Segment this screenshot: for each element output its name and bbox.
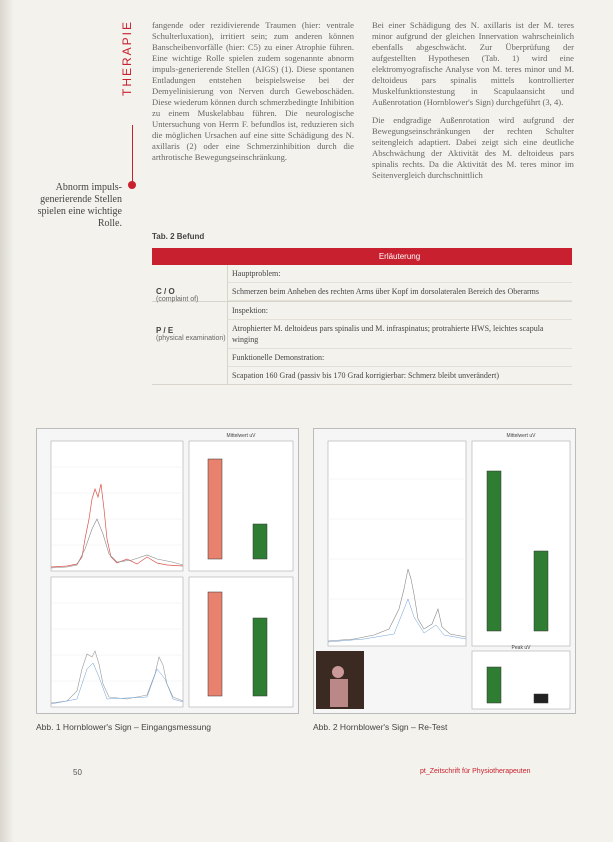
bar-panel-bottom: [189, 577, 293, 707]
table-caption: Tab. 2 Befund: [152, 232, 205, 241]
table-row: [152, 265, 572, 302]
pe-label: P / E: [156, 326, 174, 335]
paragraph: Die endgradige Außenrotation wird aufgrund der Bewegungseinschränkungen der rechten Schulter seitengleich adaptiert. Dabei zeigt sich eine deutliche Abschwächung der Aktivität des M. deltoideus pars spinalis rechts. Da die Aktivität des M. teres minor im Seitenvergleich durchschnittlich: [372, 115, 574, 180]
bar-3a: [487, 471, 501, 631]
co-label: C / O: [156, 287, 175, 296]
bar-1b: [253, 524, 267, 559]
figure-caption-1: Abb. 1 Hornblower's Sign – Eingangsmessung: [36, 722, 212, 732]
table-cell: Hauptproblem:: [227, 265, 572, 283]
bar-3b: [534, 551, 548, 631]
journal-name: pt_Zeitschrift für Physiotherapeuten: [420, 768, 531, 775]
sidenote: Abnorm impuls-generierende Stellen spielen eine wichtige Rolle.: [37, 182, 122, 229]
table-cell: Schmerzen beim Anheben des rechten Arms über Kopf im dorsolateralen Bereich des Oberarms: [227, 283, 572, 301]
row-label: [156, 287, 198, 303]
figure-emg-1: [36, 428, 299, 714]
bar-title-peak: Peak uV: [511, 645, 531, 651]
findings-table: [152, 248, 572, 385]
page-number: 50: [73, 768, 82, 777]
table-cell: Atrophierter M. deltoideus pars spinalis und M. infraspinatus; protrahierte HWS, leichtes scapula winging: [227, 320, 572, 349]
accent-dot: [128, 181, 136, 189]
emg-plot-bottom: [51, 577, 183, 707]
emg-figure-1-svg: [37, 429, 298, 713]
bar-4b: [534, 694, 548, 703]
accent-line: [132, 125, 133, 185]
table-row: [152, 302, 572, 385]
table-cell: Inspektion:: [227, 302, 572, 320]
table-header: [152, 248, 572, 265]
row-label: [156, 326, 226, 342]
pe-sublabel: (physical examination): [156, 335, 226, 342]
emg-figure-2-svg: [314, 429, 575, 713]
bar-panel-peak: [472, 651, 570, 709]
emg-plot-top: [51, 441, 183, 571]
photo-head: [332, 666, 344, 678]
bar-panel-top: [189, 441, 293, 571]
column-left: [152, 20, 354, 163]
figure-emg-2: [313, 428, 576, 714]
bar-4a: [487, 667, 501, 703]
bar-title-top: Mittelwert uV: [226, 433, 256, 439]
photo-body: [330, 679, 348, 707]
emg-plot: [328, 441, 466, 646]
bar-title-top: Mittelwert uV: [506, 433, 536, 439]
bar-1a: [208, 459, 222, 559]
co-sublabel: (complaint of): [156, 296, 199, 303]
column-right: [372, 20, 574, 188]
bar-2b: [253, 618, 267, 696]
table-cell: Scapation 160 Grad (passiv bis 170 Grad korrigierbar: Schmerz bleibt unverändert): [227, 367, 572, 384]
bar-2a: [208, 592, 222, 696]
bar-panel-top: [472, 441, 570, 646]
table-cell: Funktionelle Demonstration:: [227, 349, 572, 367]
figure-caption-2: Abb. 2 Hornblower's Sign – Re-Test: [313, 722, 448, 732]
section-label: THERAPIE: [120, 20, 134, 97]
page-edge: [0, 0, 14, 842]
paragraph: fangende oder rezidivierende Traumen (hier: ventrale Schulterluxation), irritiert sein; zum anderen können Banscheibenvorfälle (hier: C5) zu einer Atrophie führen. Eine wichtige Rolle spielen zudem sogenannte abnorm impuls-generierende Stellen (AIGS) (1). Diese spontanen Entladungen entstehen beispielsweise bei der Demyelinisierung von Nerven durch Geweboschäden. Diese wiederum können durch schmerzbedingte Inhibition zu einem Muskelabbau führen. Die neurologische Untersuchung von Herrn F. befundlos ist, reduzieren sich die möglichen Ursachen auf eine sitte Schädigung des N. axillaris (2) oder eine Schmerzinhibition durch die arthrotische Bewegungseinschränkung.: [152, 20, 354, 162]
header-label: Erläuterung: [378, 252, 421, 261]
paragraph: Bei einer Schädigung des N. axillaris ist der M. teres minor aufgrund der gleichen Innervation wahrscheinlich ebenfalls abgeschwächt. Zur Überprüfung der aufgestellten Hypothesen (Tab. 1) wird eine elektromyografische Analyse von M. teres minor und M. deltoideus pars spinalis mittels kontrollierter Muskelfunktionstestung in Scapulaansicht und Außenrotation (Hornblower's Sign) durchgeführt (3, 4).: [372, 20, 574, 107]
